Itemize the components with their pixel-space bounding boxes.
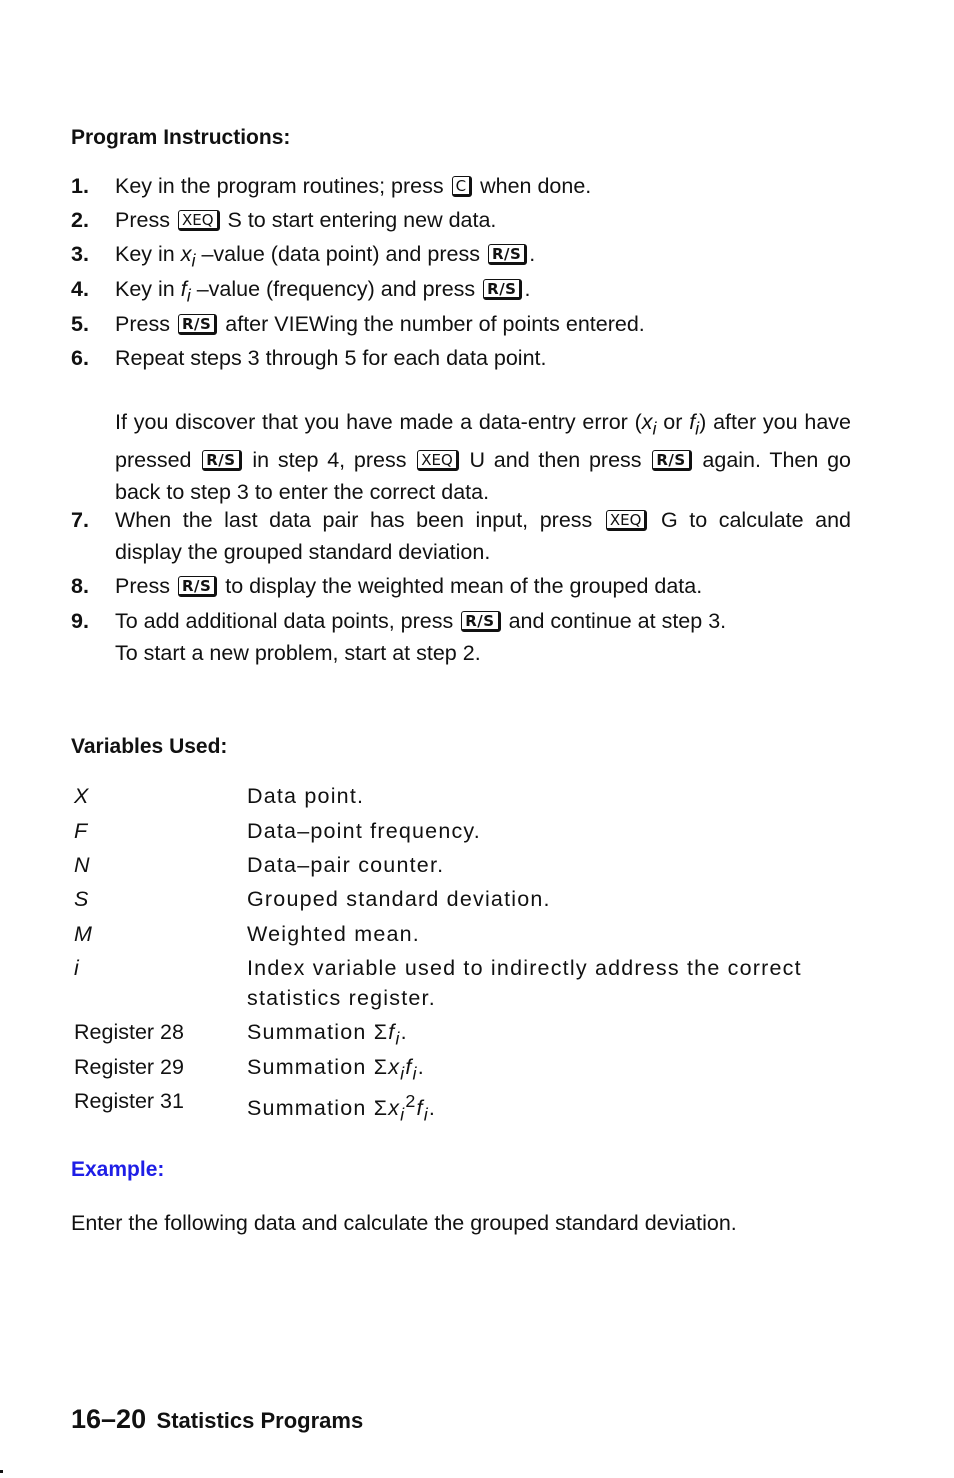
step-number: 4. bbox=[71, 277, 89, 301]
variable-f: f bbox=[416, 1096, 424, 1121]
subscript-i: i bbox=[191, 250, 196, 271]
step-number: 9. bbox=[71, 609, 89, 633]
step-number: 3. bbox=[71, 242, 89, 266]
desc-text: Summation Σ bbox=[247, 1096, 389, 1121]
step-text: Key in bbox=[115, 277, 175, 301]
step-number: 1. bbox=[71, 174, 89, 198]
rs-key: R/S bbox=[178, 314, 217, 335]
footer-title: Statistics Programs bbox=[156, 1408, 364, 1433]
variable-x: x bbox=[388, 1096, 401, 1121]
subscript-i: i bbox=[400, 1063, 406, 1084]
variable-f: f bbox=[689, 410, 696, 434]
page-number: 16–20 bbox=[71, 1404, 147, 1434]
variable-description: Weighted mean. bbox=[247, 922, 420, 946]
variable-x: x bbox=[180, 242, 192, 266]
step-text: –value (data point) and press bbox=[195, 242, 480, 266]
register-name: Register 28 bbox=[74, 1020, 184, 1044]
step-text: Key in bbox=[115, 242, 175, 266]
step-text: To start a new problem, start at step 2. bbox=[115, 641, 481, 665]
desc-text: . bbox=[400, 1020, 408, 1044]
note-text: again. Then go back to step 3 to enter the correct data. bbox=[115, 448, 851, 505]
step-text: and continue at step 3. bbox=[508, 609, 727, 633]
step-text: Repeat steps 3 through 5 for each data point. bbox=[115, 346, 547, 370]
note-text: U and then press bbox=[469, 448, 642, 473]
step-text: When the last data pair has been input, press bbox=[115, 508, 593, 532]
step-number: 5. bbox=[71, 312, 89, 336]
variable-description: Index variable used to indirectly address the correct statistics register. bbox=[247, 956, 802, 1010]
subscript-i: i bbox=[652, 418, 657, 439]
note-text: If you discover that you have made a data-entry error ( bbox=[115, 410, 642, 434]
xeq-key: XEQ bbox=[178, 210, 220, 231]
subscript-i: i bbox=[423, 1104, 429, 1125]
step-text: . bbox=[529, 242, 536, 266]
step-text: –value (frequency) and press bbox=[190, 277, 476, 301]
edge-mark bbox=[0, 1470, 3, 1473]
register-description bbox=[247, 1086, 807, 1129]
variable-name: M bbox=[74, 922, 92, 946]
variable-description: Data–point frequency. bbox=[247, 819, 481, 843]
subscript-i: i bbox=[186, 285, 191, 306]
rs-key: R/S bbox=[178, 576, 217, 597]
program-instructions-heading: Program Instructions: bbox=[71, 126, 291, 149]
step-text: To add additional data points, press bbox=[115, 609, 454, 633]
step-number: 8. bbox=[71, 574, 89, 598]
variable-description: Grouped standard deviation. bbox=[247, 887, 551, 911]
rs-key: R/S bbox=[483, 279, 522, 300]
step-text: to display the weighted mean of the grouped data. bbox=[225, 574, 703, 598]
register-description bbox=[247, 1052, 807, 1088]
page-footer bbox=[71, 1404, 363, 1435]
variable-name: i bbox=[74, 956, 79, 980]
rs-key: R/S bbox=[652, 450, 691, 471]
variable-x: x bbox=[641, 410, 653, 434]
desc-text: Summation Σ bbox=[247, 1020, 389, 1044]
xeq-key: XEQ bbox=[606, 510, 648, 531]
example-text: Enter the following data and calculate the grouped standard deviation. bbox=[71, 1211, 737, 1235]
register-name: Register 29 bbox=[74, 1055, 184, 1079]
c-key: C bbox=[452, 176, 472, 197]
example-heading: Example: bbox=[71, 1158, 165, 1181]
variable-name: N bbox=[74, 853, 90, 877]
step-text: S to start entering new data. bbox=[227, 208, 497, 232]
step-text: after VIEWing the number of points entered. bbox=[225, 312, 645, 336]
variable-f: f bbox=[388, 1020, 396, 1044]
desc-text: . bbox=[428, 1096, 437, 1121]
variable-description: Data–pair counter. bbox=[247, 853, 445, 877]
step-number: 6. bbox=[71, 346, 89, 370]
step-number: 7. bbox=[71, 508, 89, 532]
variable-description: Data point. bbox=[247, 784, 365, 808]
rs-key: R/S bbox=[202, 450, 241, 471]
step-text: Press bbox=[115, 208, 170, 232]
variable-x: x bbox=[388, 1055, 401, 1079]
variable-name: F bbox=[74, 819, 88, 843]
step-text: when done. bbox=[480, 174, 592, 198]
register-description bbox=[247, 1017, 807, 1053]
variables-used-heading: Variables Used: bbox=[71, 735, 228, 758]
data-entry-error-note bbox=[115, 406, 851, 508]
variable-f: f bbox=[180, 277, 187, 301]
register-name: Register 31 bbox=[74, 1089, 184, 1113]
note-text: in step 4, press bbox=[252, 448, 407, 473]
step-number: 2. bbox=[71, 208, 89, 232]
variable-name: X bbox=[74, 784, 89, 808]
rs-key: R/S bbox=[461, 611, 500, 632]
xeq-key: XEQ bbox=[417, 450, 459, 471]
step-text: Press bbox=[115, 312, 170, 336]
variable-f: f bbox=[405, 1055, 413, 1079]
subscript-i: i bbox=[412, 1063, 418, 1084]
note-text: or bbox=[656, 410, 690, 434]
note-text: ) after you have pressed bbox=[115, 410, 851, 473]
superscript-2: 2 bbox=[405, 1091, 417, 1111]
step-text: . bbox=[524, 277, 531, 301]
subscript-i: i bbox=[400, 1104, 406, 1125]
variable-name: S bbox=[74, 887, 89, 911]
step-text: Key in the program routines; press bbox=[115, 174, 444, 198]
rs-key: R/S bbox=[488, 244, 527, 265]
desc-text: Summation Σ bbox=[247, 1055, 389, 1079]
desc-text: . bbox=[417, 1055, 425, 1079]
subscript-i: i bbox=[695, 418, 700, 439]
subscript-i: i bbox=[395, 1028, 401, 1049]
step-text: Press bbox=[115, 574, 170, 598]
step-text: G to calculate and display the grouped standard deviation. bbox=[115, 508, 852, 564]
